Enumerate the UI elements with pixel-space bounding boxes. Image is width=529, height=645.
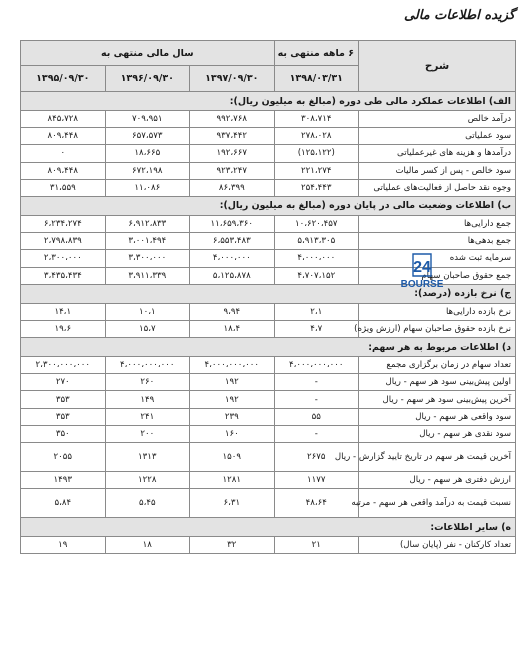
row-label: تعداد سهام در زمان برگزاری مجمع	[359, 357, 516, 374]
row-label: سود واقعی هر سهم - ریال	[359, 408, 516, 425]
value-cell: ۲۷۰	[21, 374, 106, 391]
value-cell: ۱۴۹۳	[21, 472, 106, 489]
section-title: د) اطلاعات مربوط به هر سهم:	[21, 338, 516, 357]
section-header-row	[21, 284, 516, 303]
value-cell: ۲۳۹	[190, 408, 275, 425]
row-label: سود خالص - پس از کسر مالیات	[359, 162, 516, 179]
value-cell: ۱۹۲	[190, 391, 275, 408]
value-cell: ۳۵۳	[21, 391, 106, 408]
value-cell: ۲،۷۹۸،۸۳۹	[21, 233, 106, 250]
value-cell: ۱۵،۷	[105, 320, 190, 337]
section-title: الف) اطلاعات عملکرد مالی طی دوره (مبالغ به میلیون ریال):	[21, 92, 516, 111]
value-cell: ۳۵۰	[21, 425, 106, 442]
value-cell: ۲۱	[274, 537, 359, 554]
value-cell: ۶،۹۱۲،۸۳۳	[105, 215, 190, 232]
value-cell: ۵۵	[274, 408, 359, 425]
row-label: تعداد کارکنان - نفر (پایان سال)	[359, 537, 516, 554]
value-cell: ۱۸	[105, 537, 190, 554]
value-cell: ۶،۲۳۴،۲۷۴	[21, 215, 106, 232]
section-title: ج) نرخ بازده (درصد):	[21, 284, 516, 303]
value-cell: ۱۰،۱	[105, 303, 190, 320]
value-cell: ۶۷۲،۱۹۸	[105, 162, 190, 179]
value-cell: ۱۱،۶۵۹،۳۶۰	[190, 215, 275, 232]
value-cell: ۱۸،۴	[190, 320, 275, 337]
table-row	[21, 250, 516, 267]
value-cell: ۷۰۹،۹۵۱	[105, 111, 190, 128]
logo-mark: 24	[413, 259, 431, 276]
page-title: گزیده اطلاعات مالی	[403, 8, 515, 23]
row-label: درآمد خالص	[359, 111, 516, 128]
value-cell: ۳،۹۱۱،۳۳۹	[105, 267, 190, 284]
date-header: ۱۳۹۶/۰۹/۳۰	[105, 66, 190, 92]
value-cell: ۴،۰۰۰،۰۰۰	[274, 250, 359, 267]
value-cell: ۴،۷۰۷،۱۵۲	[274, 267, 359, 284]
value-cell: ۱۵۰۹	[190, 443, 275, 472]
row-label: آخرین قیمت هر سهم در تاریخ تایید گزارش - ریال	[359, 443, 516, 472]
value-cell: ۳۵۳	[21, 408, 106, 425]
row-label: جمع دارایی‌ها	[359, 215, 516, 232]
table-row	[21, 179, 516, 196]
table-row	[21, 425, 516, 442]
table-body	[21, 92, 516, 554]
value-cell: ۱۸،۶۶۵	[105, 145, 190, 162]
value-cell: ۶،۳۱	[190, 489, 275, 518]
section-header-row	[21, 338, 516, 357]
value-cell: ۲۲۱،۲۷۴	[274, 162, 359, 179]
value-cell: ۶۵۷،۵۷۳	[105, 128, 190, 145]
table-row	[21, 320, 516, 337]
financial-summary-table	[20, 40, 516, 554]
value-cell: -	[274, 374, 359, 391]
table-row	[21, 233, 516, 250]
row-label: نسبت قیمت به درآمد واقعی هر سهم - مرتبه	[359, 489, 516, 518]
table-row	[21, 374, 516, 391]
value-cell: ۱۴،۱	[21, 303, 106, 320]
row-label: جمع بدهی‌ها	[359, 233, 516, 250]
table-row	[21, 162, 516, 179]
table-row	[21, 357, 516, 374]
date-header: ۱۳۹۵/۰۹/۳۰	[21, 66, 106, 92]
value-cell: ۵،۸۴	[21, 489, 106, 518]
value-cell: -	[274, 425, 359, 442]
date-header: ۱۳۹۸/۰۳/۳۱	[274, 66, 359, 92]
value-cell: ۳،۰۰۱،۴۹۴	[105, 233, 190, 250]
value-cell: ۱۲۸۱	[190, 472, 275, 489]
value-cell: ۵،۴۵	[105, 489, 190, 518]
value-cell: ۸۰۹،۴۴۸	[21, 162, 106, 179]
value-cell: ۴،۷	[274, 320, 359, 337]
value-cell: ۹۳۷،۴۴۲	[190, 128, 275, 145]
section-header-row	[21, 92, 516, 111]
value-cell: ۶،۵۵۳،۴۸۳	[190, 233, 275, 250]
table-row	[21, 408, 516, 425]
value-cell: ۲۵۴،۴۴۳	[274, 179, 359, 196]
value-cell: ۱۶۰	[190, 425, 275, 442]
table-row	[21, 303, 516, 320]
table-row	[21, 443, 516, 472]
value-cell: -	[274, 391, 359, 408]
value-cell: ۵،۹۱۳،۳۰۵	[274, 233, 359, 250]
value-cell: ۴،۰۰۰،۰۰۰،۰۰۰	[274, 357, 359, 374]
value-cell: ۱۹	[21, 537, 106, 554]
table-row	[21, 267, 516, 284]
value-cell: ۱۴۹	[105, 391, 190, 408]
section-title: ه) سایر اطلاعات:	[21, 518, 516, 537]
value-cell: ۳،۳۰۰،۰۰۰	[105, 250, 190, 267]
value-cell: ۲۴۱	[105, 408, 190, 425]
date-header: ۱۳۹۷/۰۹/۳۰	[190, 66, 275, 92]
row-label: سود نقدی هر سهم - ریال	[359, 425, 516, 442]
row-label: نرخ بازده حقوق صاحبان سهام (ارزش ویژه)	[359, 320, 516, 337]
value-cell: ۲۷۸،۰۲۸	[274, 128, 359, 145]
value-cell: ۲۶۰	[105, 374, 190, 391]
row-label: اولین پیش‌بینی سود هر سهم - ریال	[359, 374, 516, 391]
value-cell: ۲،۳۰۰،۰۰۰،۰۰۰	[21, 357, 106, 374]
row-label: سود عملیاتی	[359, 128, 516, 145]
value-cell: ۴،۰۰۰،۰۰۰	[190, 250, 275, 267]
section-header-row	[21, 518, 516, 537]
value-cell: (۱۲۵،۱۲۲)	[274, 145, 359, 162]
value-cell: ۱۰،۶۲۰،۴۵۷	[274, 215, 359, 232]
value-cell: ۹۲۳،۲۴۷	[190, 162, 275, 179]
value-cell: ۱۲۲۸	[105, 472, 190, 489]
value-cell: ۲،۱	[274, 303, 359, 320]
fiscal-year-header: سال مالی منتهی به	[21, 41, 275, 66]
value-cell: ۱۱،۰۸۶	[105, 179, 190, 196]
row-label: نرخ بازده دارایی‌ها	[359, 303, 516, 320]
row-label: سرمایه ثبت شده	[359, 250, 516, 267]
table-row	[21, 537, 516, 554]
row-label: وجوه نقد حاصل از فعالیت‌های عملیاتی	[359, 179, 516, 196]
section-title: ب) اطلاعات وضعیت مالی در پایان دوره (مبالغ به میلیون ریال):	[21, 196, 516, 215]
row-label: درآمدها و هزینه های غیرعملیاتی	[359, 145, 516, 162]
value-cell: ۹،۹۴	[190, 303, 275, 320]
table-row	[21, 128, 516, 145]
value-cell: ۱۱۷۷	[274, 472, 359, 489]
table-row	[21, 215, 516, 232]
section-header-row	[21, 196, 516, 215]
row-label: جمع حقوق صاحبان سهام	[359, 267, 516, 284]
value-cell: ۳۱،۵۵۹	[21, 179, 106, 196]
value-cell: ۱۹،۶	[21, 320, 106, 337]
value-cell: ۴،۰۰۰،۰۰۰،۰۰۰	[105, 357, 190, 374]
value-cell: ۸۶،۳۹۹	[190, 179, 275, 196]
six-month-header: ۶ ماهه منتهی به	[274, 41, 359, 66]
description-header: شرح	[359, 41, 516, 92]
value-cell: ۴،۰۰۰،۰۰۰،۰۰۰	[190, 357, 275, 374]
value-cell: ۴۸،۶۴	[274, 489, 359, 518]
row-label: ارزش دفتری هر سهم - ریال	[359, 472, 516, 489]
value-cell: ۲،۳۰۰،۰۰۰	[21, 250, 106, 267]
table-row	[21, 111, 516, 128]
value-cell: ۵،۱۲۵،۸۷۸	[190, 267, 275, 284]
table-row	[21, 391, 516, 408]
table-row	[21, 489, 516, 518]
row-label: آخرین پیش‌بینی سود هر سهم - ریال	[359, 391, 516, 408]
value-cell: ۱۳۱۳	[105, 443, 190, 472]
value-cell: ۱۹۲،۶۶۷	[190, 145, 275, 162]
value-cell: ۳۲	[190, 537, 275, 554]
value-cell: ۹۹۲،۷۶۸	[190, 111, 275, 128]
value-cell: ۲۶۷۵	[274, 443, 359, 472]
value-cell: ۲۰۵۵	[21, 443, 106, 472]
table-row	[21, 145, 516, 162]
value-cell: ۲۰۰	[105, 425, 190, 442]
value-cell: ۳،۴۳۵،۴۳۴	[21, 267, 106, 284]
logo-text: BOURSE	[400, 279, 444, 290]
value-cell: ۸۴۵،۷۲۸	[21, 111, 106, 128]
value-cell: ۰	[21, 145, 106, 162]
table-row	[21, 472, 516, 489]
value-cell: ۱۹۲	[190, 374, 275, 391]
value-cell: ۳۰۸،۷۱۴	[274, 111, 359, 128]
value-cell: ۸۰۹،۴۴۸	[21, 128, 106, 145]
